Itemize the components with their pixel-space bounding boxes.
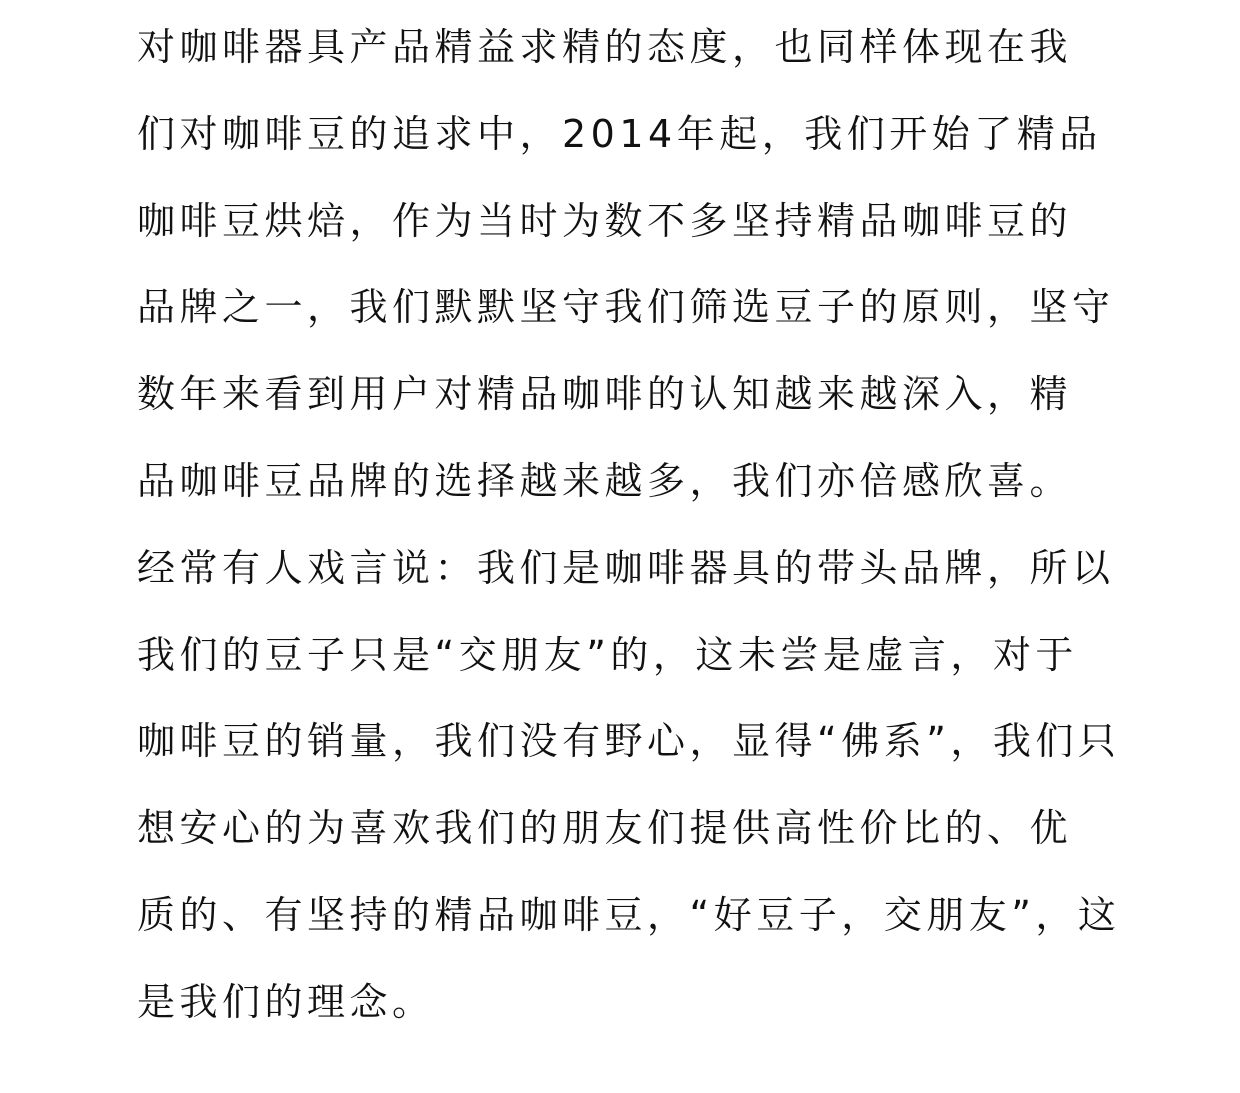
article-text xyxy=(137,4,1127,1046)
article-line: 咖啡豆烘焙，作为当时为数不多坚持精品咖啡豆的 xyxy=(137,198,1073,243)
article-line: 们对咖啡豆的追求中，2014年起，我们开始了精品 xyxy=(137,111,1102,156)
article-line: 经常有人戏言说：我们是咖啡器具的带头品牌，所以 xyxy=(137,545,1115,590)
article-line: 咖啡豆的销量，我们没有野心，显得“佛系”，我们只 xyxy=(137,719,1121,764)
article-line: 想安心的为喜欢我们的朋友们提供高性价比的、优 xyxy=(137,806,1073,851)
article-line: 品牌之一，我们默默坚守我们筛选豆子的原则，坚守 xyxy=(137,285,1115,330)
article-line: 品咖啡豆品牌的选择越来越多，我们亦倍感欣喜。 xyxy=(137,458,1073,503)
article-line: 我们的豆子只是“交朋友”的，这未尝是虚言，对于 xyxy=(137,632,1078,677)
article-line: 数年来看到用户对精品咖啡的认知越来越深入，精 xyxy=(137,372,1073,417)
article-line: 对咖啡器具产品精益求精的态度，也同样体现在我 xyxy=(137,25,1073,69)
article-line: 是我们的理念。 xyxy=(137,979,435,1024)
article-line: 质的、有坚持的精品咖啡豆，“好豆子，交朋友”，这 xyxy=(137,892,1121,937)
